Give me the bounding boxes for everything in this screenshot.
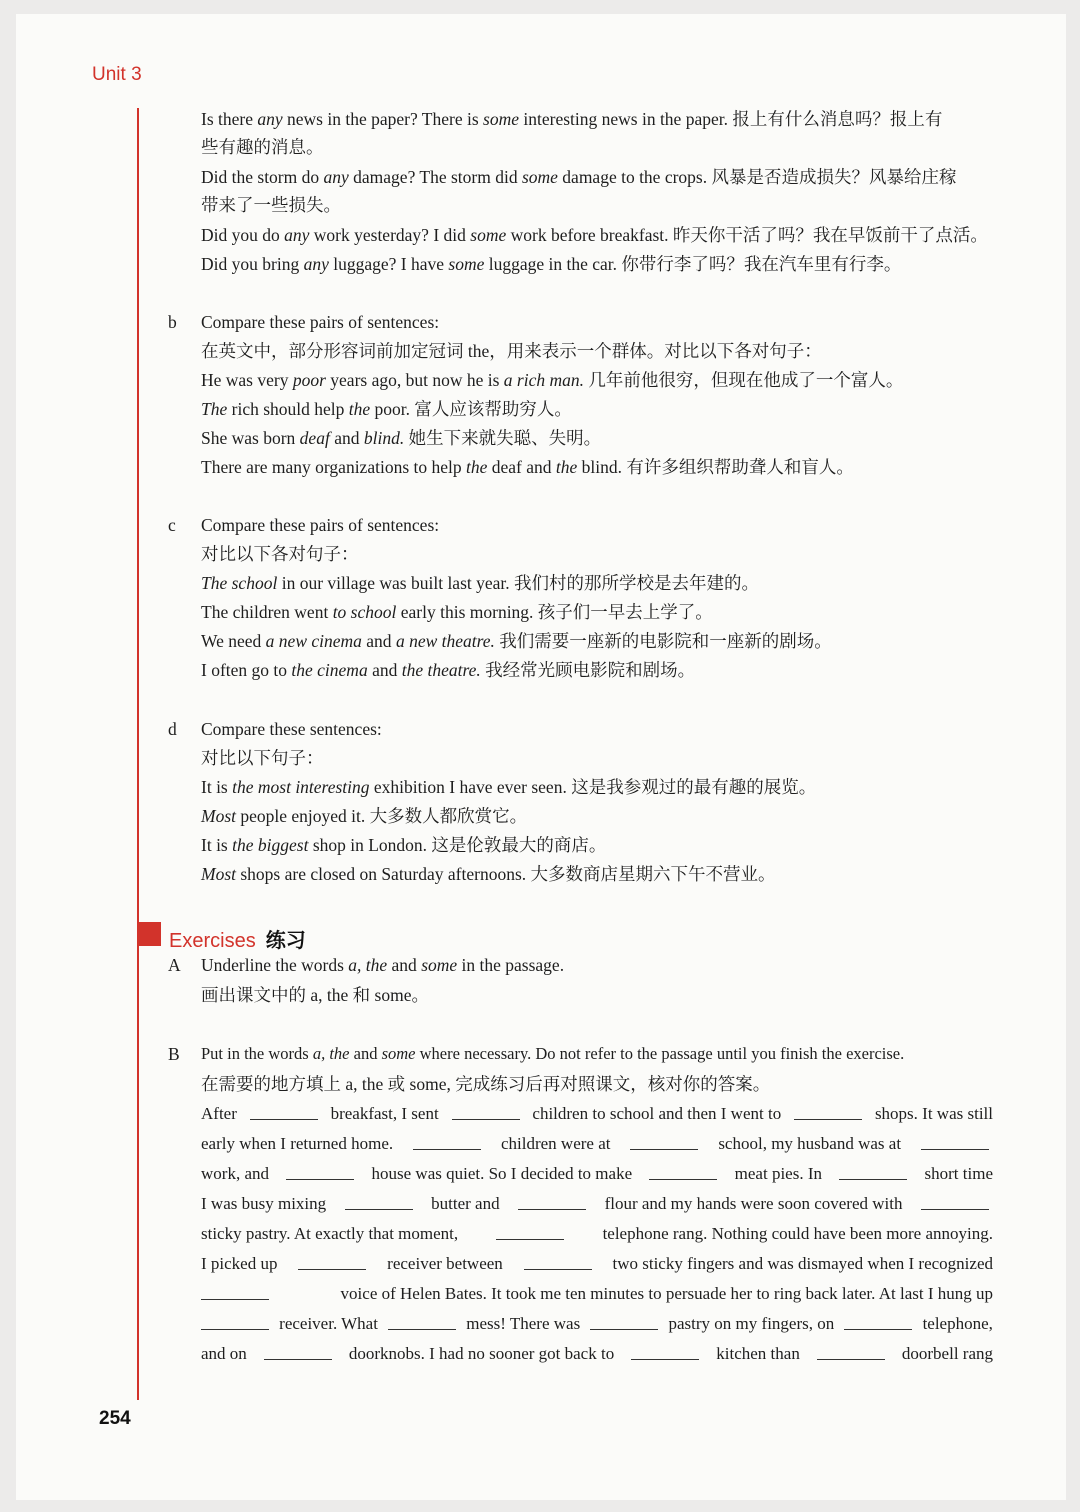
section-d-sentence-1: It is the most interesting exhibition I have ever seen. 这是我参观过的最有趣的展览。: [201, 777, 817, 797]
section-b-heading: Compare these pairs of sentences:: [201, 312, 440, 332]
section-b-sentence-1: He was very poor years ago, but now he is a rich man. 几年前他很穷，但现在他成了一个富人。: [201, 370, 904, 390]
section-d-sentence-3: It is the biggest shop in London. 这是伦敦最大的商店。: [201, 835, 607, 855]
blank-field[interactable]: [264, 1343, 332, 1360]
blank-field[interactable]: [921, 1193, 989, 1210]
passage-line-2: early when I returned home. children were at school, my husband was at: [201, 1133, 993, 1155]
section-c-sentence-4: I often go to the cinema and the theatre. 我经常光顾电影院和剧场。: [201, 660, 696, 680]
blank-field[interactable]: [413, 1133, 481, 1150]
passage-line-9: and on doorknobs. I had no sooner got back to kitchen than doorbell rang: [201, 1344, 993, 1363]
section-c-sentence-3: We need a new cinema and a new theatre. 我们需要一座新的电影院和一座新的剧场。: [201, 631, 832, 651]
blank-field[interactable]: [298, 1253, 366, 1270]
unit-label: Unit 3: [92, 64, 142, 85]
exercises-title-en: Exercises: [169, 930, 256, 952]
section-b-cn-note: 在英文中，部分形容词前加定冠词 the，用来表示一个群体。对比以下各对句子：: [201, 341, 822, 361]
section-c-sentence-1: The school in our village was built last year. 我们村的那所学校是去年建的。: [201, 573, 760, 593]
passage-line-6: I picked up receiver between two sticky fingers and was dismayed when I recognized: [201, 1254, 993, 1273]
exercise-b-cn: 在需要的地方填上 a, the 或 some, 完成练习后再对照课文，核对你的答案。: [201, 1074, 771, 1094]
section-b-marker: b: [168, 312, 177, 332]
margin-rule: [137, 108, 139, 1400]
section-d-heading: Compare these sentences:: [201, 719, 382, 739]
exercises-title-cn: 练习: [265, 930, 306, 952]
blank-field[interactable]: [921, 1133, 989, 1150]
passage-line-4: I was busy mixing butter and flour and my hands were soon covered with: [201, 1193, 993, 1215]
section-c-heading: Compare these pairs of sentences:: [201, 515, 440, 535]
exercise-a-marker: A: [168, 955, 181, 975]
blank-field[interactable]: [518, 1193, 586, 1210]
blank-field[interactable]: [286, 1163, 354, 1180]
section-c-sentence-2: The children went to school early this morning. 孩子们一早去上学了。: [201, 602, 713, 622]
section-d-sentence-2: Most people enjoyed it. 大多数人都欣赏它。: [201, 806, 528, 826]
exercises-heading: [169, 924, 306, 953]
intro-line-3: Did the storm do any damage? The storm did some damage to the crops. 风暴是否造成损失？风暴给庄稼: [201, 167, 957, 187]
blank-field[interactable]: [201, 1283, 269, 1300]
blank-field[interactable]: [844, 1313, 912, 1330]
passage-line-3: work, and house was quiet. So I decided to make meat pies. In short time: [201, 1164, 993, 1183]
blank-field[interactable]: [496, 1223, 564, 1240]
blank-field[interactable]: [817, 1343, 885, 1360]
blank-field[interactable]: [590, 1313, 658, 1330]
blank-field[interactable]: [345, 1193, 413, 1210]
section-c-marker: c: [168, 515, 176, 535]
blank-field[interactable]: [250, 1103, 318, 1120]
blank-field[interactable]: [839, 1163, 907, 1180]
blank-field[interactable]: [452, 1103, 520, 1120]
section-b-sentence-2: The rich should help the poor. 富人应该帮助穷人。: [201, 399, 572, 419]
passage-line-8: receiver. What mess! There was pastry on my fingers, on telephone,: [201, 1313, 993, 1335]
blank-field[interactable]: [388, 1313, 456, 1330]
page-number: 254: [99, 1408, 131, 1429]
exercise-b-marker: B: [168, 1044, 180, 1064]
section-b-sentence-4: There are many organizations to help the deaf and the blind. 有许多组织帮助聋人和盲人。: [201, 457, 854, 477]
section-d-cn-note: 对比以下句子：: [201, 748, 324, 768]
intro-line-2: 些有趣的消息。: [201, 137, 324, 157]
exercises-bar: [137, 922, 161, 946]
blank-field[interactable]: [630, 1133, 698, 1150]
blank-field[interactable]: [631, 1343, 699, 1360]
exercise-b-instruction: Put in the words a, the and some where necessary. Do not refer to the passage until you finish the exercise.: [201, 1044, 905, 1063]
section-b-sentence-3: She was born deaf and blind. 她生下来就失聪、失明。: [201, 428, 602, 448]
blank-field[interactable]: [524, 1253, 592, 1270]
exercise-a-instruction: Underline the words a, the and some in the passage.: [201, 955, 565, 975]
blank-field[interactable]: [649, 1163, 717, 1180]
passage-line-5: sticky pastry. At exactly that moment, telephone rang. Nothing could have been more annoying.: [201, 1224, 993, 1243]
intro-line-5: Did you do any work yesterday? I did some work before breakfast. 昨天你干活了吗？我在早饭前干了点活。: [201, 225, 988, 245]
blank-field[interactable]: [794, 1103, 862, 1120]
blank-field[interactable]: [201, 1313, 269, 1330]
section-d-marker: d: [168, 719, 177, 739]
section-c-cn-note: 对比以下各对句子：: [201, 544, 359, 564]
intro-line-6: Did you bring any luggage? I have some luggage in the car. 你带行李了吗？我在汽车里有行李。: [201, 254, 902, 274]
intro-line-1: Is there any news in the paper? There is some interesting news in the paper. 报上有什么消息吗？报上有: [201, 109, 943, 129]
intro-line-4: 带来了一些损失。: [201, 195, 341, 215]
section-d-sentence-4: Most shops are closed on Saturday afternoons. 大多数商店星期六下午不营业。: [201, 864, 776, 884]
passage-line-1: After breakfast, I sent children to school and then I went to shops. It was still: [201, 1104, 993, 1123]
passage-line-7: voice of Helen Bates. It took me ten minutes to persuade her to ring back later. At last I hung up: [201, 1283, 993, 1305]
exercise-a-cn: 画出课文中的 a, the 和 some。: [201, 985, 429, 1005]
